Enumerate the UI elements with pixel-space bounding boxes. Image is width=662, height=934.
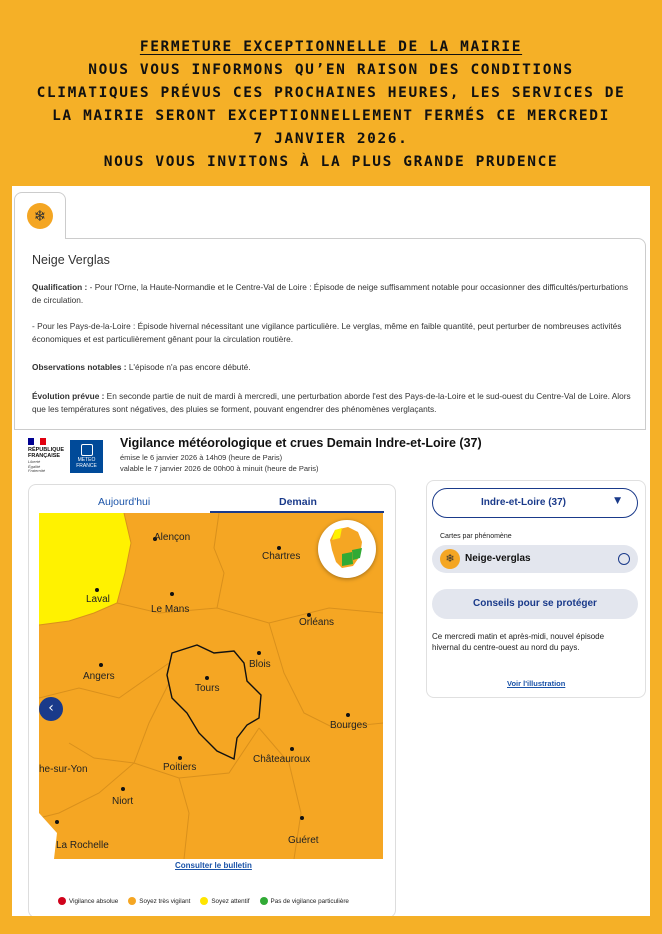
legend-item: Vigilance absolue: [58, 897, 118, 905]
meteo-france-logo: METEO FRANCE: [70, 440, 103, 473]
radio-button[interactable]: [618, 553, 630, 565]
map-city-label: Poitiers: [163, 762, 197, 773]
phenomenon-option[interactable]: [432, 545, 638, 573]
map-city-label: La Rochelle: [56, 840, 109, 851]
valid-date: valable le 7 janvier 2026 de 00h00 à minuit (heure de Paris): [120, 464, 319, 473]
announcement-title: FERMETURE EXCEPTIONNELLE DE LA MAIRIE: [139, 39, 523, 55]
evolution-text: Évolution prévue : En seconde partie de nuit de mardi à mercredi, une perturbation aborde l'est des Pays-de-la-Loire et le sud-ouest du Centre-Val de Loire. Alors que les températures sont négatives, des pluies se forment, pouvant engendrer des phénomènes verglaçants.: [32, 391, 631, 414]
map-city-label: Laval: [86, 594, 110, 605]
qualification-text: Qualification : - Pour l'Orne, la Haute-Normandie et le Centre-Val de Loire : Épisode de neige suffisamment notable pour occasionner des difficultés/perturbations de circulation.: [32, 282, 629, 305]
map-city-label: Guéret: [288, 835, 319, 846]
map-legend: [58, 897, 349, 905]
pays-de-la-loire-text: - Pour les Pays-de-la-Loire : Épisode hivernal nécessitant une vigilance particulière. Le verglas, même en faible quantité, peut perturber de nombreuses activités économiques et est particulièrement gênant pour la circulation routière.: [32, 321, 622, 344]
legend-item: Pas de vigilance particulière: [260, 897, 349, 905]
consult-bulletin-link[interactable]: Consulter le bulletin: [175, 861, 252, 870]
phenomenon-title: Cartes par phénomène: [440, 533, 512, 540]
department-label: Indre-et-Loire (37): [481, 497, 567, 508]
tab-today[interactable]: Aujourd'hui: [98, 496, 151, 508]
announcement-line: 7 JANVIER 2026.: [253, 131, 409, 147]
legend-item: Soyez attentif: [200, 897, 249, 905]
chevron-down-icon: ▼: [614, 496, 621, 506]
map-city-label: Angers: [83, 671, 115, 682]
announcement-line: LA MAIRIE SERONT EXCEPTIONNELLEMENT FERMÉS CE MERCREDI: [52, 108, 610, 124]
phenomenon-label: Neige-verglas: [465, 553, 531, 564]
map-city-label: Bourges: [330, 720, 368, 731]
map-city-label: Alençon: [154, 532, 191, 543]
announcement-line: NOUS VOUS INVITONS À LA PLUS GRANDE PRUDENCE: [103, 154, 559, 170]
vigilance-title: Vigilance météorologique et crues Demain Indre-et-Loire (37): [120, 436, 482, 450]
department-select[interactable]: [432, 488, 638, 518]
map-city-label: Chartres: [262, 551, 301, 562]
map-city-label: Tours: [195, 683, 220, 694]
minimap-icon[interactable]: [318, 520, 376, 578]
announcement: [0, 36, 662, 174]
map-city-label: he-sur-Yon: [39, 764, 88, 775]
snow-ice-icon: ❄: [440, 549, 460, 569]
announcement-line: CLIMATIQUES PRÉVUS CES PROCHAINES HEURES, LES SERVICES DE: [36, 85, 626, 101]
forecast-description: Ce mercredi matin et après-midi, nouvel épisode hivernal du centre-ouest au nord du pays.: [432, 632, 605, 652]
map-city-label: Le Mans: [151, 604, 190, 615]
previous-arrow-button[interactable]: ‹: [39, 697, 63, 721]
view-illustration-link[interactable]: Voir l'illustration: [507, 679, 566, 688]
map-city-label: Blois: [249, 659, 271, 670]
map-city-label: Châteauroux: [253, 754, 311, 765]
phenomenon-tab[interactable]: [14, 192, 66, 239]
legend-item: Soyez très vigilant: [128, 897, 190, 905]
bulletin-title: Neige Verglas: [32, 253, 110, 267]
tab-tomorrow[interactable]: Demain: [279, 496, 317, 508]
snow-ice-icon: ❄: [27, 203, 53, 229]
issued-date: émise le 6 janvier 2026 à 14h09 (heure de Paris): [120, 453, 283, 462]
map-city-label: Orléans: [299, 617, 335, 628]
map-city-label: Niort: [112, 796, 134, 807]
bulletin-panel: [14, 238, 646, 430]
observations-text: Observations notables : L'épisode n'a pas encore débuté.: [32, 362, 251, 372]
advice-button[interactable]: Conseils pour se protéger: [432, 589, 638, 619]
meteo-screenshot: [12, 186, 650, 916]
announcement-line: NOUS VOUS INFORMONS QU’EN RAISON DES CONDITIONS: [88, 62, 574, 78]
republique-francaise-logo: RÉPUBLIQUE FRANÇAISE Liberté Égalité Fraternité: [28, 438, 70, 478]
